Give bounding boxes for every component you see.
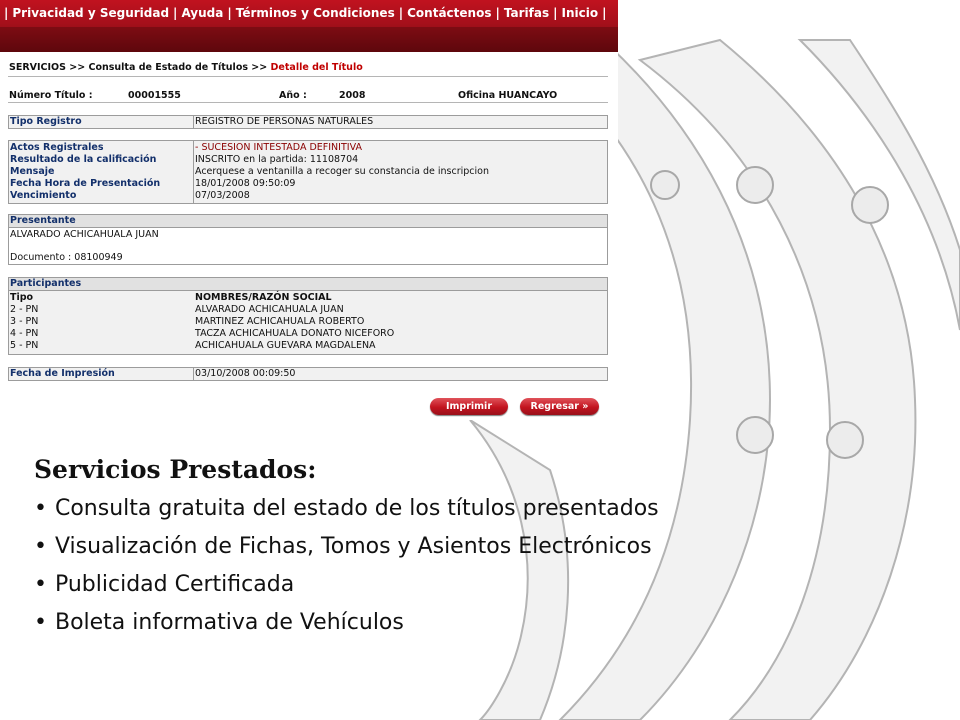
- title-detail-panel: [0, 52, 618, 420]
- actos-registrales-label: Actos Registrales: [10, 142, 104, 153]
- fecha-presentacion-value: 18/01/2008 09:50:09: [195, 178, 296, 189]
- nav-separator: |: [553, 6, 558, 20]
- service-text: Publicidad Certificada: [54, 572, 295, 597]
- nav-separator: |: [495, 6, 500, 20]
- nav-separator: |: [398, 6, 404, 20]
- nav-item-contactenos[interactable]: Contáctenos: [407, 6, 492, 20]
- participante-nombre: MARTINEZ ACHICAHUALA ROBERTO: [195, 316, 365, 327]
- nav-separator: |: [602, 6, 607, 20]
- nav-item-ayuda[interactable]: Ayuda: [181, 6, 224, 20]
- resultado-value: INSCRITO en la partida: 11108704: [195, 154, 359, 165]
- fecha-impresion-value: 03/10/2008 00:09:50: [195, 368, 296, 379]
- nav-separator: |: [173, 6, 178, 20]
- services-list-item: [34, 490, 659, 528]
- tipo-registro-label: Tipo Registro: [10, 116, 82, 127]
- estado-section: [8, 140, 608, 204]
- imprimir-button[interactable]: Imprimir: [430, 398, 508, 415]
- col-tipo-header: Tipo: [10, 292, 34, 303]
- nav-item-privacidad[interactable]: Privacidad y Seguridad: [12, 6, 170, 20]
- participante-tipo: 2 - PN: [10, 304, 39, 315]
- resultado-label: Resultado de la calificación: [10, 154, 157, 165]
- anio-label: Año :: [279, 90, 307, 101]
- service-text: Consulta gratuita del estado de los títulos presentados: [54, 496, 659, 521]
- breadcrumb-path: SERVICIOS >> Consulta de Estado de Títulos >>: [9, 62, 271, 73]
- divider: [8, 102, 608, 103]
- fecha-impresion-label: Fecha de Impresión: [10, 368, 115, 379]
- nav-item-inicio[interactable]: Inicio: [561, 6, 599, 20]
- participantes-label: Participantes: [10, 278, 82, 289]
- fecha-impresion-row: [8, 367, 608, 381]
- breadcrumb-current: Detalle del Título: [270, 62, 363, 73]
- services-list-item: [34, 566, 659, 604]
- participantes-section: [8, 277, 608, 355]
- top-navigation-bar: [0, 0, 618, 52]
- oficina: Oficina HUANCAYO: [458, 90, 558, 101]
- services-list: [34, 490, 659, 642]
- participante-nombre: ACHICAHUALA GUEVARA MAGDALENA: [195, 340, 376, 351]
- services-title: Servicios Prestados:: [34, 455, 317, 484]
- mensaje-value: Acerquese a ventanilla a recoger su constancia de inscripcion: [195, 166, 489, 177]
- vencimiento-value: 07/03/2008: [195, 190, 250, 201]
- tipo-registro-value: REGISTRO DE PERSONAS NATURALES: [195, 116, 374, 127]
- breadcrumb: [9, 62, 363, 73]
- service-text: Visualización de Fichas, Tomos y Asientos Electrónicos: [54, 534, 652, 559]
- participante-tipo: 5 - PN: [10, 340, 39, 351]
- bullet: •: [34, 496, 47, 521]
- nav-item-terminos[interactable]: Términos y Condiciones: [235, 6, 395, 20]
- fecha-presentacion-label: Fecha Hora de Presentación: [10, 178, 161, 189]
- bullet: •: [34, 610, 47, 635]
- numero-titulo-label: Número Título :: [9, 90, 93, 101]
- participante-tipo: 4 - PN: [10, 328, 39, 339]
- numero-titulo-value: 00001555: [128, 90, 181, 101]
- divider: [8, 76, 608, 77]
- participante-nombre: ALVARADO ACHICAHUALA JUAN: [195, 304, 344, 315]
- mensaje-label: Mensaje: [10, 166, 55, 177]
- presentante-section: [8, 214, 608, 265]
- col-nombre-header: NOMBRES/RAZÓN SOCIAL: [195, 292, 332, 303]
- anio-value: 2008: [339, 90, 366, 101]
- nav-separator: |: [227, 6, 232, 20]
- presentante-label: Presentante: [10, 215, 76, 226]
- nav-item-tarifas[interactable]: Tarifas: [503, 6, 550, 20]
- regresar-button[interactable]: Regresar »: [520, 398, 599, 415]
- presentante-documento: Documento : 08100949: [10, 252, 123, 263]
- service-text: Boleta informativa de Vehículos: [54, 610, 404, 635]
- vencimiento-label: Vencimiento: [10, 190, 77, 201]
- tipo-registro-row: [8, 115, 608, 129]
- services-list-item: [34, 604, 659, 642]
- bullet: •: [34, 534, 47, 559]
- presentante-name: ALVARADO ACHICAHUALA JUAN: [10, 229, 159, 240]
- services-section: [34, 455, 659, 642]
- nav-menu: [0, 0, 618, 26]
- services-list-item: [34, 528, 659, 566]
- nav-bottom-strip: [0, 27, 618, 52]
- participante-nombre: TACZA ACHICAHUALA DONATO NICEFORO: [195, 328, 395, 339]
- actos-registrales-value: - SUCESION INTESTADA DEFINITIVA: [195, 142, 362, 153]
- participante-tipo: 3 - PN: [10, 316, 39, 327]
- bullet: •: [34, 572, 47, 597]
- nav-separator: |: [4, 6, 9, 20]
